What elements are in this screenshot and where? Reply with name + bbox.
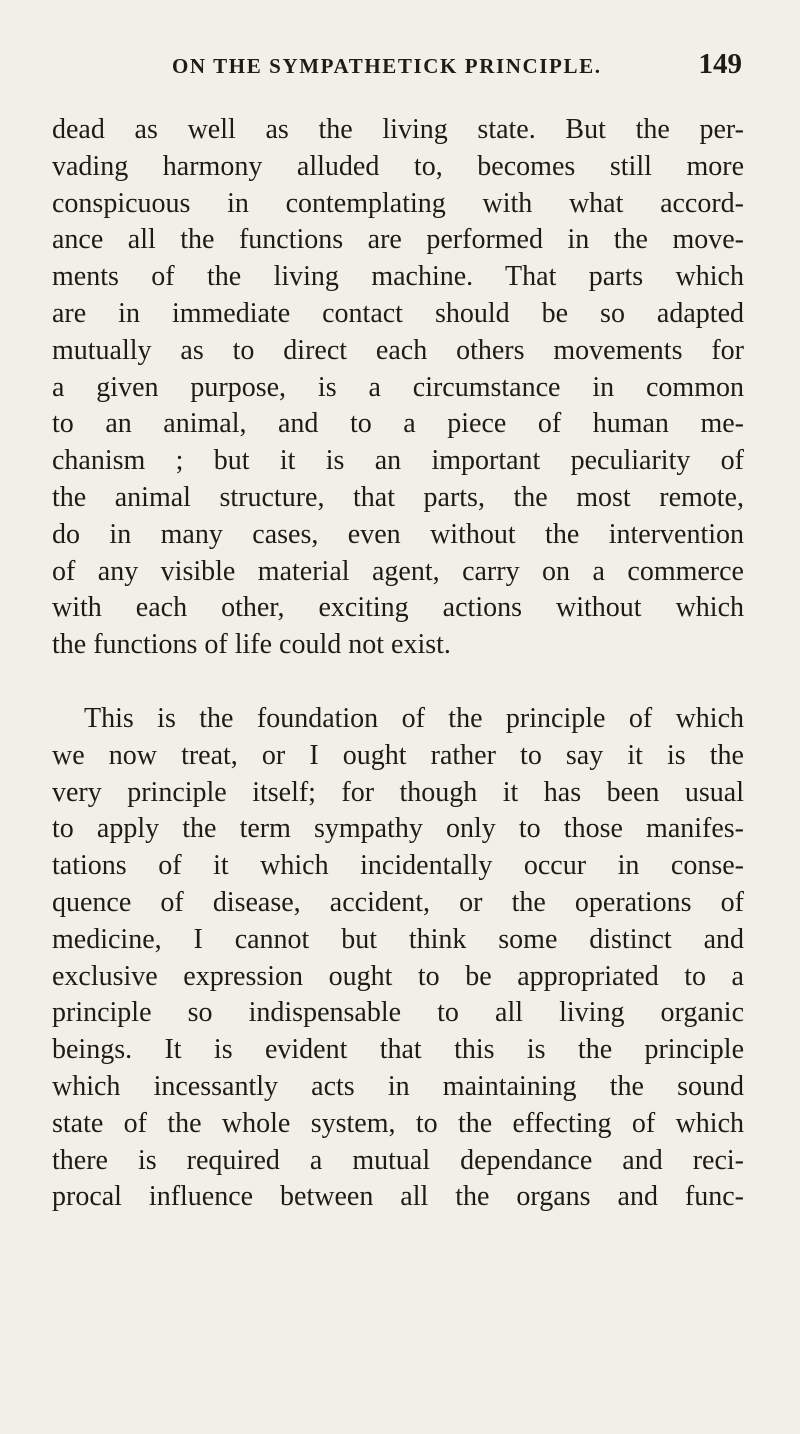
- text-line: very principle itself; for though it has been usual: [52, 776, 744, 808]
- text-line: procal influence between all the organs and func-: [52, 1181, 744, 1213]
- text-line: mutually as to direct each others movements for: [52, 334, 744, 366]
- text-line: vading harmony alluded to, becomes still more: [52, 150, 744, 182]
- text-line: do in many cases, even without the intervention: [52, 518, 744, 550]
- running-title: ON THE SYMPATHETICK PRINCIPLE.: [172, 54, 602, 78]
- text-line: state of the whole system, to the effecting of which: [52, 1107, 744, 1139]
- text-line: a given purpose, is a circumstance in common: [52, 371, 744, 403]
- text-line: ance all the functions are performed in the move-: [52, 224, 744, 256]
- text-line: exclusive expression ought to be appropriated to a: [52, 960, 744, 992]
- text-line: the animal structure, that parts, the most remote,: [52, 481, 744, 513]
- text-line: of any visible material agent, carry on a commerce: [52, 555, 744, 587]
- text-line: beings. It is evident that this is the principle: [52, 1034, 744, 1066]
- page-header: [172, 48, 742, 94]
- text-line: principle so indispensable to all living organic: [52, 997, 744, 1029]
- text-line: we now treat, or I ought rather to say it is the: [52, 739, 744, 771]
- paragraph-1: [52, 112, 744, 664]
- text-line: tations of it which incidentally occur in conse-: [52, 850, 744, 882]
- text-line: to apply the term sympathy only to those manifes-: [52, 813, 744, 845]
- page-number: 149: [698, 48, 742, 80]
- body-text: [52, 112, 744, 1216]
- text-line: to an animal, and to a piece of human me-: [52, 408, 744, 440]
- text-line: conspicuous in contemplating with what accord-: [52, 187, 744, 219]
- text-line: the functions of life could not exist.: [52, 629, 451, 661]
- text-line: ments of the living machine. That parts which: [52, 261, 744, 293]
- text-line: This is the foundation of the principle of which: [84, 702, 744, 734]
- paragraph-2: [52, 701, 744, 1216]
- text-line: which incessantly acts in maintaining the sound: [52, 1070, 744, 1102]
- paragraph-gap: [52, 664, 744, 701]
- text-line: there is required a mutual dependance and reci-: [52, 1144, 744, 1176]
- text-line: medicine, I cannot but think some distinct and: [52, 923, 744, 955]
- text-line: with each other, exciting actions without which: [52, 592, 744, 624]
- text-line: are in immediate contact should be so adapted: [52, 297, 744, 329]
- text-line: quence of disease, accident, or the operations of: [52, 886, 744, 918]
- text-line: dead as well as the living state. But the per-: [52, 114, 744, 145]
- text-line: chanism ; but it is an important peculiarity of: [52, 445, 744, 477]
